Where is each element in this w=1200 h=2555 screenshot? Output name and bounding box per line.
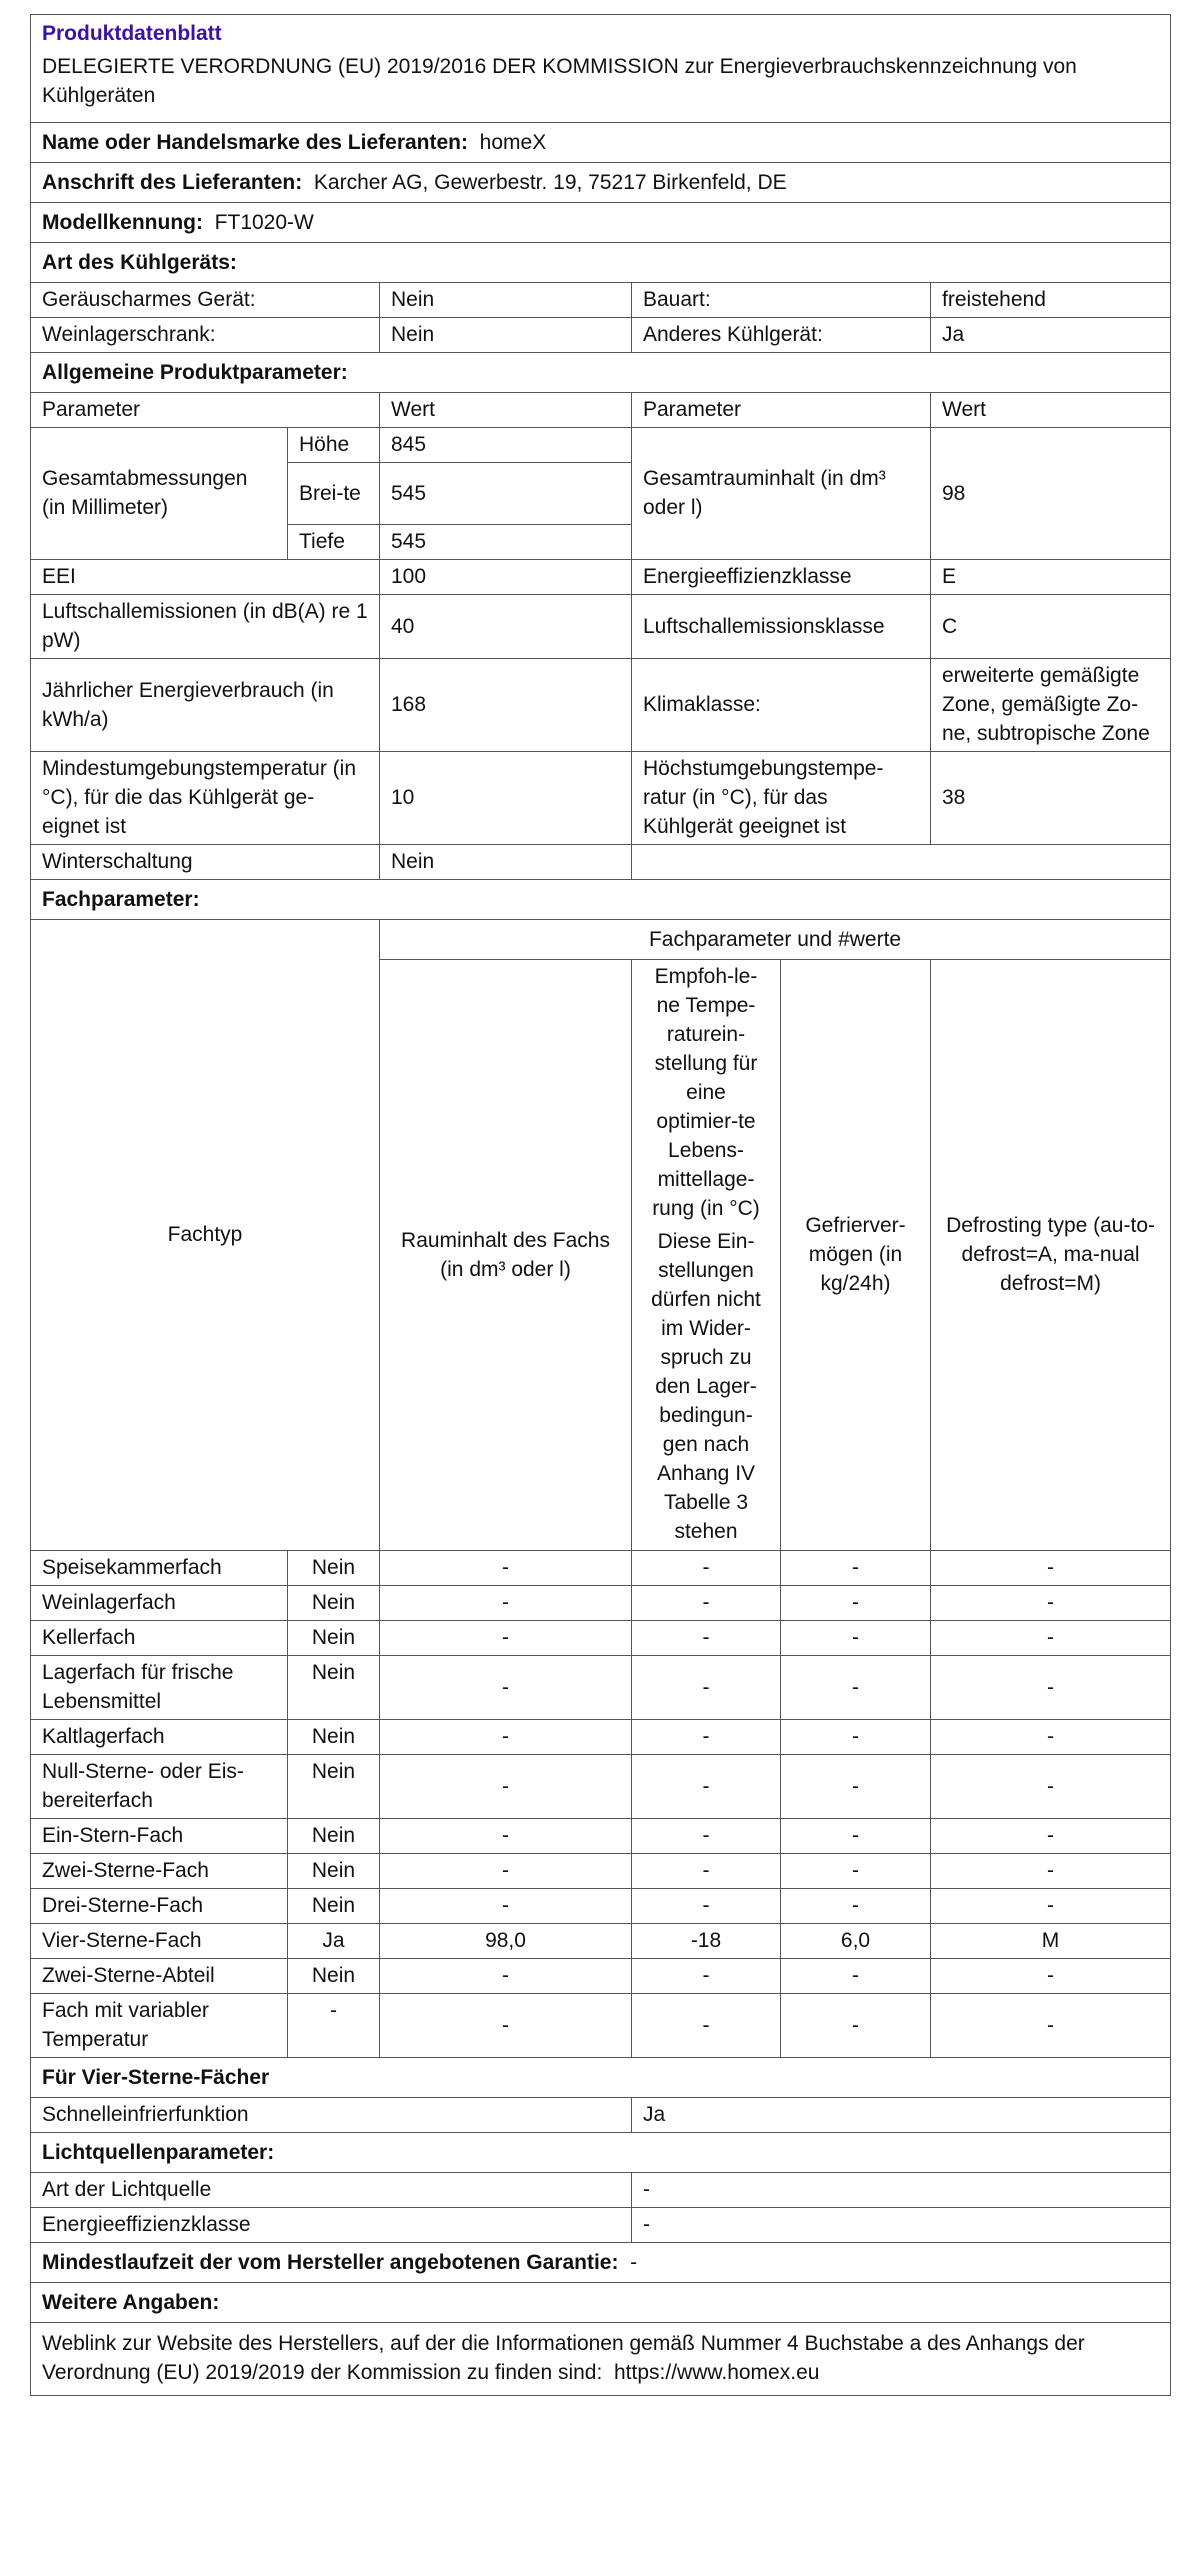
- compartment-row: [31, 1924, 1171, 1959]
- warranty-row: [31, 2243, 1171, 2283]
- light-type-value: -: [632, 2173, 1171, 2208]
- compartment-name: Kaltlagerfach: [31, 1720, 288, 1755]
- compartment-present: Ja: [288, 1924, 380, 1959]
- compartment-freeze: -: [781, 1959, 931, 1994]
- design-value: freistehend: [931, 283, 1171, 318]
- noise-emission-value: 40: [380, 595, 632, 659]
- compartment-rows: [31, 1551, 1171, 2058]
- compartment-row: [31, 1854, 1171, 1889]
- compartment-defrost: -: [931, 1959, 1171, 1994]
- compartment-freeze: -: [781, 1994, 931, 2058]
- model-value: FT1020-W: [214, 210, 314, 234]
- compartment-name: Zwei-Sterne-Abteil: [31, 1959, 288, 1994]
- compartment-row: [31, 1656, 1171, 1720]
- compartment-name: Lagerfach für frische Lebensmittel: [31, 1656, 288, 1720]
- compartment-present: Nein: [288, 1720, 380, 1755]
- compartment-row: [31, 1994, 1171, 2058]
- compartment-row: [31, 1551, 1171, 1586]
- compartment-present: Nein: [288, 1621, 380, 1656]
- energy-class-label: Energieeffizienzklasse: [632, 560, 931, 595]
- compartment-defrost: -: [931, 1889, 1171, 1924]
- light-class-value: -: [632, 2208, 1171, 2243]
- compartment-freeze: -: [781, 1551, 931, 1586]
- noise-class-label: Luftschallemissionsklasse: [632, 595, 931, 659]
- wine-cabinet-value: Nein: [380, 318, 632, 353]
- compartment-present: Nein: [288, 1551, 380, 1586]
- compartment-temp: -: [632, 1586, 781, 1621]
- winter-switch-label: Winterschaltung: [31, 845, 380, 880]
- compartment-row: [31, 1959, 1171, 1994]
- compartment-temp: -: [632, 1656, 781, 1720]
- compartment-temp-header-a: Empfoh-le-ne Tempe-raturein-stellung für eine optimier-te Lebens-mittellage-rung (in °C): [652, 965, 760, 1220]
- page-title: Produktdatenblatt: [31, 15, 1171, 49]
- compartment-present: Nein: [288, 1889, 380, 1924]
- compartment-defrost: -: [931, 1854, 1171, 1889]
- climate-class-label: Klimaklasse:: [632, 659, 931, 752]
- general-params-header: Allgemeine Produktparameter:: [31, 353, 1171, 393]
- light-source-header: Lichtquellenparameter:: [31, 2133, 1171, 2173]
- model-label: Modellkennung:: [42, 210, 203, 234]
- fast-freeze-label: Schnelleinfrierfunktion: [31, 2098, 632, 2133]
- dimensions-label: Gesamtabmessungen (in Millimeter): [31, 428, 288, 560]
- compartment-name: Vier-Sterne-Fach: [31, 1924, 288, 1959]
- energy-class-value: E: [931, 560, 1171, 595]
- compartment-temp: -: [632, 1889, 781, 1924]
- compartment-volume: -: [380, 1755, 632, 1819]
- compartment-name: Kellerfach: [31, 1621, 288, 1656]
- compartment-name: Zwei-Sterne-Fach: [31, 1854, 288, 1889]
- compartment-freeze-header: Gefrierver-mögen (in kg/24h): [781, 960, 931, 1551]
- compartment-volume: -: [380, 1889, 632, 1924]
- compartment-params-header: Fachparameter:: [31, 880, 1171, 920]
- compartment-volume: -: [380, 1720, 632, 1755]
- compartment-freeze: -: [781, 1755, 931, 1819]
- compartment-volume: -: [380, 1656, 632, 1720]
- data-sheet-table: [30, 14, 1171, 2396]
- height-value: 845: [380, 428, 632, 463]
- compartment-row: [31, 1755, 1171, 1819]
- height-label: Höhe: [288, 428, 380, 463]
- supplier-name-label: Name oder Handelsmarke des Lieferanten:: [42, 130, 468, 154]
- compartment-defrost: -: [931, 1720, 1171, 1755]
- max-temp-label: Höchstumgebungstempe-ratur (in °C), für das Kühlgerät geeignet ist: [632, 752, 931, 845]
- compartment-defrost: -: [931, 1755, 1171, 1819]
- compartment-volume: -: [380, 1819, 632, 1854]
- compartment-present: Nein: [288, 1959, 380, 1994]
- compartment-volume: -: [380, 1586, 632, 1621]
- further-info-text: [31, 2323, 1171, 2396]
- compartment-defrost: -: [931, 1551, 1171, 1586]
- climate-class-value: erweiterte gemäßigte Zone, gemäßigte Zo-ne, subtropische Zone: [931, 659, 1171, 752]
- compartment-temp-header: [632, 960, 781, 1551]
- compartment-defrost: -: [931, 1586, 1171, 1621]
- min-temp-value: 10: [380, 752, 632, 845]
- compartment-temp: -: [632, 1755, 781, 1819]
- warranty-value: -: [630, 2250, 638, 2274]
- compartment-defrost: -: [931, 1656, 1171, 1720]
- compartment-freeze: -: [781, 1656, 931, 1720]
- compartment-name: Speisekammerfach: [31, 1551, 288, 1586]
- light-class-label: Energieeffizienzklasse: [31, 2208, 632, 2243]
- noise-emission-label: Luftschallemissionen (in dB(A) re 1 pW): [31, 595, 380, 659]
- compartment-volume: -: [380, 1854, 632, 1889]
- further-info-header: Weitere Angaben:: [31, 2283, 1171, 2323]
- wine-cabinet-label: Weinlagerschrank:: [31, 318, 380, 353]
- light-type-label: Art der Lichtquelle: [31, 2173, 632, 2208]
- compartment-temp: -: [632, 1959, 781, 1994]
- compartment-row: [31, 1621, 1171, 1656]
- width-label: Brei-te: [288, 463, 380, 525]
- fast-freeze-value: Ja: [632, 2098, 1171, 2133]
- annual-energy-value: 168: [380, 659, 632, 752]
- compartment-type-header: Fachtyp: [31, 920, 380, 1551]
- compartment-present: Nein: [288, 1586, 380, 1621]
- compartment-freeze: -: [781, 1889, 931, 1924]
- compartment-defrost: -: [931, 1994, 1171, 2058]
- eei-label: EEI: [31, 560, 380, 595]
- compartment-defrost: -: [931, 1621, 1171, 1656]
- col-value-right: Wert: [931, 393, 1171, 428]
- supplier-name-value: homeX: [479, 130, 547, 154]
- eei-value: 100: [380, 560, 632, 595]
- supplier-name-row: [31, 123, 1171, 163]
- other-appliance-label: Anderes Kühlgerät:: [632, 318, 931, 353]
- compartment-freeze: -: [781, 1586, 931, 1621]
- depth-value: 545: [380, 525, 632, 560]
- supplier-address-value: Karcher AG, Gewerbestr. 19, 75217 Birkenfeld, DE: [313, 170, 787, 194]
- total-volume-value: 98: [931, 428, 1171, 560]
- compartment-defrost-header: Defrosting type (au-to-defrost=A, ma-nual defrost=M): [931, 960, 1171, 1551]
- appliance-type-header: Art des Kühlgeräts:: [31, 243, 1171, 283]
- compartment-defrost: M: [931, 1924, 1171, 1959]
- total-volume-label: Gesamtrauminhalt (in dm³ oder l): [632, 428, 931, 560]
- product-data-sheet: [30, 14, 1170, 2396]
- compartment-freeze: -: [781, 1621, 931, 1656]
- low-noise-label: Geräuscharmes Gerät:: [31, 283, 380, 318]
- annual-energy-label: Jährlicher Energieverbrauch (in kWh/a): [31, 659, 380, 752]
- col-param-right: Parameter: [632, 393, 931, 428]
- manufacturer-url-link[interactable]: https://www.homex.eu: [614, 2361, 820, 2384]
- compartment-name: Drei-Sterne-Fach: [31, 1889, 288, 1924]
- warranty-label: Mindestlaufzeit der vom Hersteller angebotenen Garantie:: [42, 2250, 619, 2274]
- compartment-freeze: -: [781, 1854, 931, 1889]
- compartment-name: Fach mit variabler Temperatur: [31, 1994, 288, 2058]
- col-value-left: Wert: [380, 393, 632, 428]
- compartment-volume: -: [380, 1551, 632, 1586]
- compartment-temp-header-b: Diese Ein-stellungen dürfen nicht im Wider-spruch zu den Lager-bedingun-gen nach Anhang IV Tabelle 3 stehen: [651, 1230, 761, 1543]
- compartment-temp: -: [632, 1819, 781, 1854]
- compartment-defrost: -: [931, 1819, 1171, 1854]
- compartment-temp: -: [632, 1854, 781, 1889]
- compartment-volume: -: [380, 1994, 632, 2058]
- regulation-text: DELEGIERTE VERORDNUNG (EU) 2019/2016 DER KOMMISSION zur Energieverbrauchskennzeichnung von Kühlgeräten: [31, 48, 1171, 123]
- compartment-name: Weinlagerfach: [31, 1586, 288, 1621]
- compartment-group-header: Fachparameter und #werte: [380, 920, 1171, 960]
- compartment-row: [31, 1819, 1171, 1854]
- max-temp-value: 38: [931, 752, 1171, 845]
- supplier-address-label: Anschrift des Lieferanten:: [42, 170, 303, 194]
- compartment-row: [31, 1889, 1171, 1924]
- compartment-temp: -: [632, 1621, 781, 1656]
- compartment-name: Ein-Stern-Fach: [31, 1819, 288, 1854]
- compartment-temp: -18: [632, 1924, 781, 1959]
- model-row: [31, 203, 1171, 243]
- compartment-present: -: [288, 1994, 380, 2058]
- compartment-temp: -: [632, 1994, 781, 2058]
- compartment-temp: -: [632, 1720, 781, 1755]
- empty-cell: [632, 845, 1171, 880]
- compartment-freeze: -: [781, 1819, 931, 1854]
- compartment-temp: -: [632, 1551, 781, 1586]
- design-label: Bauart:: [632, 283, 931, 318]
- depth-label: Tiefe: [288, 525, 380, 560]
- compartment-present: Nein: [288, 1854, 380, 1889]
- compartment-row: [31, 1720, 1171, 1755]
- compartment-volume: -: [380, 1959, 632, 1994]
- winter-switch-value: Nein: [380, 845, 632, 880]
- compartment-freeze: 6,0: [781, 1924, 931, 1959]
- other-appliance-value: Ja: [931, 318, 1171, 353]
- supplier-address-row: [31, 163, 1171, 203]
- min-temp-label: Mindestumgebungstemperatur (in °C), für die das Kühlgerät ge-eignet ist: [31, 752, 380, 845]
- compartment-volume-header: Rauminhalt des Fachs (in dm³ oder l): [380, 960, 632, 1551]
- compartment-row: [31, 1586, 1171, 1621]
- compartment-freeze: -: [781, 1720, 931, 1755]
- compartment-volume: 98,0: [380, 1924, 632, 1959]
- compartment-present: Nein: [288, 1656, 380, 1720]
- four-star-header: Für Vier-Sterne-Fächer: [31, 2058, 1171, 2098]
- compartment-present: Nein: [288, 1755, 380, 1819]
- compartment-present: Nein: [288, 1819, 380, 1854]
- low-noise-value: Nein: [380, 283, 632, 318]
- manufacturer-weblink-text: Weblink zur Website des Herstellers, auf der die Informationen gemäß Nummer 4 Buchstabe a des Anhangs der Verordnung (EU) 2019/2019 der Kommission zu finden sind:: [42, 2332, 1085, 2384]
- compartment-name: Null-Sterne- oder Eis-bereiterfach: [31, 1755, 288, 1819]
- col-param-left: Parameter: [31, 393, 380, 428]
- compartment-volume: -: [380, 1621, 632, 1656]
- width-value: 545: [380, 463, 632, 525]
- noise-class-value: C: [931, 595, 1171, 659]
